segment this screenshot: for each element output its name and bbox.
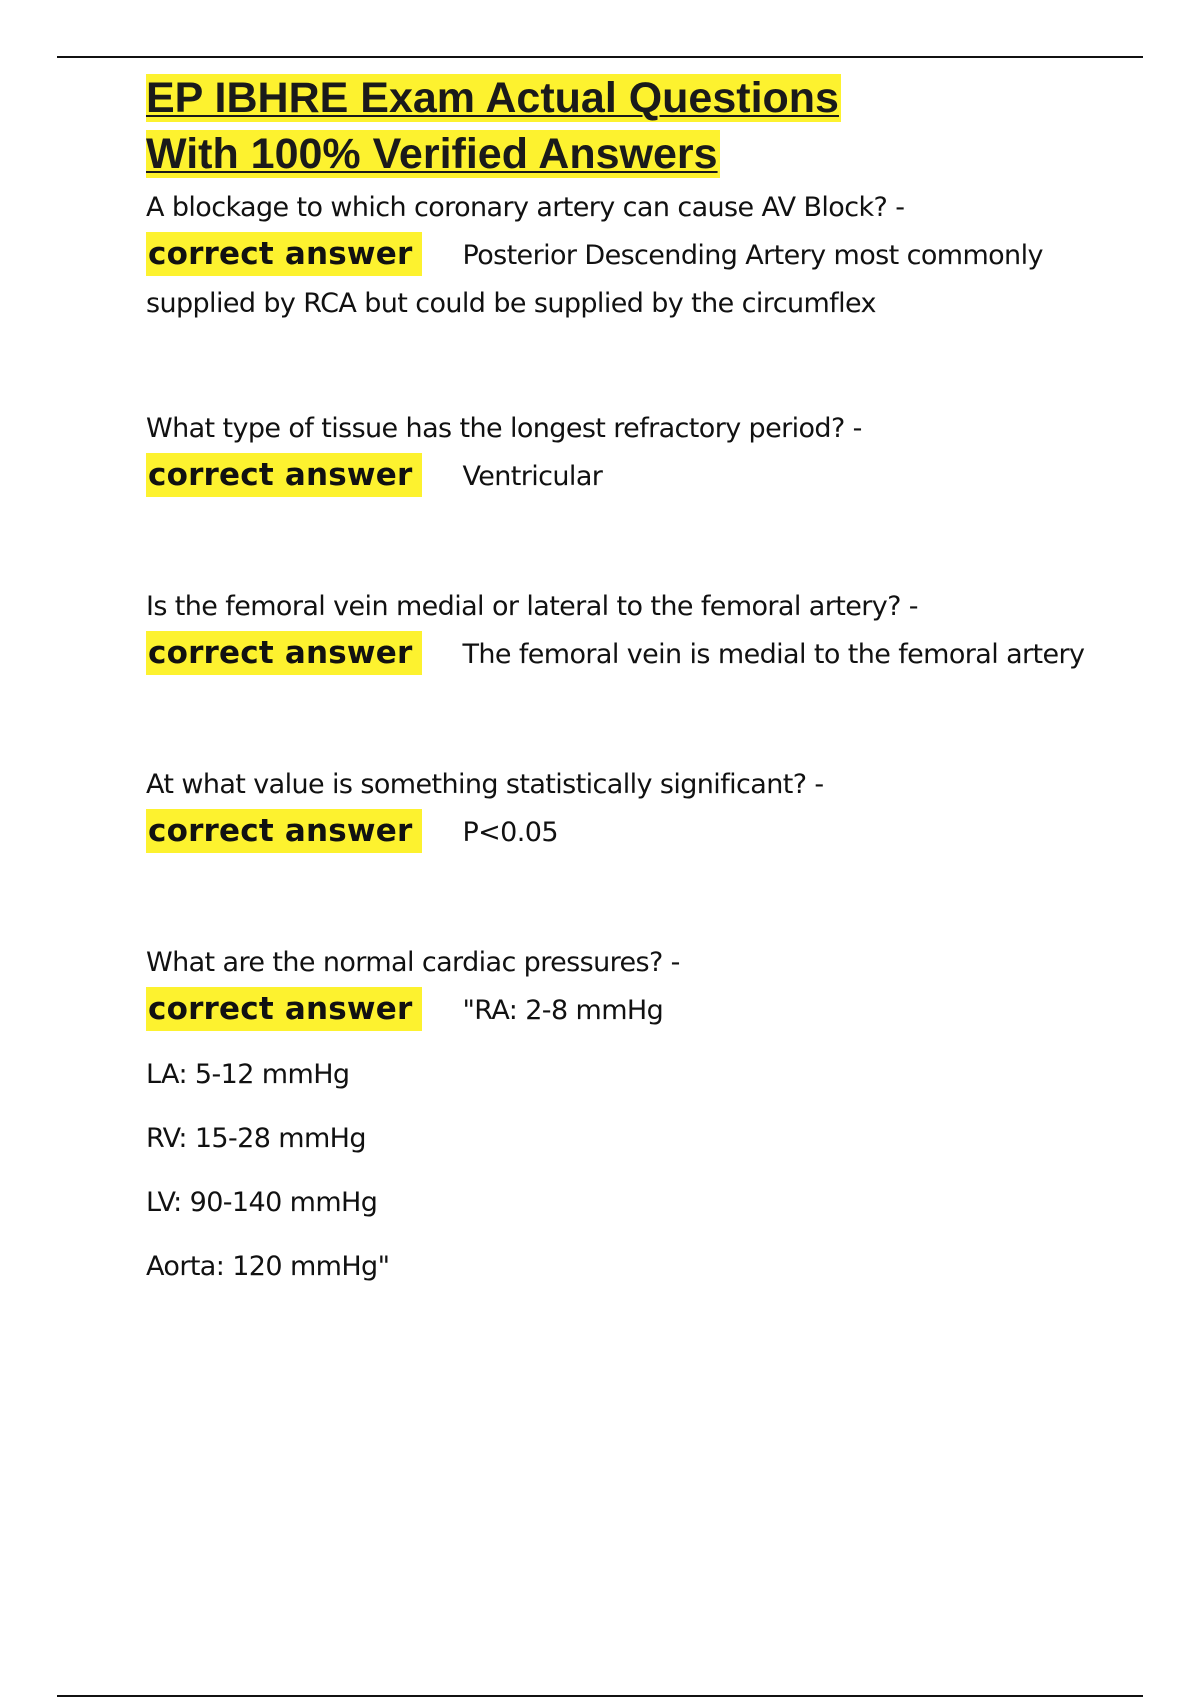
qa-item	[146, 761, 1096, 857]
question-text: What are the normal cardiac pressures? -	[146, 947, 680, 978]
question-text: A blockage to which coronary artery can cause AV Block? -	[146, 192, 905, 223]
answer-text: "RA: 2-8 mmHg	[462, 995, 664, 1026]
answer-text: The femoral vein is medial to the femoral artery	[462, 639, 1085, 670]
pressure-la: LA: 5-12 mmHg	[146, 1059, 350, 1090]
qa-item	[146, 184, 1096, 328]
qa-item	[146, 939, 1096, 1291]
correct-answer-label: correct answer	[146, 987, 422, 1031]
document-title	[146, 70, 1096, 182]
answer-text: Ventricular	[462, 461, 603, 492]
question-text: At what value is something statistically significant? -	[146, 769, 824, 800]
correct-answer-label: correct answer	[146, 453, 422, 497]
pressure-rv: RV: 15-28 mmHg	[146, 1123, 366, 1154]
qa-item	[146, 405, 1096, 501]
answer-text: Posterior Descending Artery most commonly supplied by RCA but could be supplied by the circumflex	[146, 240, 1043, 319]
pressure-list	[146, 1051, 1096, 1291]
bottom-rule	[57, 1695, 1143, 1697]
pressure-aorta: Aorta: 120 mmHg"	[146, 1251, 390, 1282]
correct-answer-label: correct answer	[146, 809, 422, 853]
qa-item	[146, 583, 1096, 679]
question-text: What type of tissue has the longest refractory period? -	[146, 413, 862, 444]
question-text: Is the femoral vein medial or lateral to the femoral artery? -	[146, 591, 918, 622]
correct-answer-label: correct answer	[146, 232, 422, 276]
document-body	[146, 70, 1096, 1307]
pressure-lv: LV: 90-140 mmHg	[146, 1187, 378, 1218]
title-line-1: EP IBHRE Exam Actual Questions	[146, 74, 839, 122]
top-rule	[57, 56, 1143, 58]
correct-answer-label: correct answer	[146, 631, 422, 675]
answer-text: P<0.05	[462, 817, 558, 848]
title-line-2: With 100% Verified Answers	[146, 130, 718, 178]
